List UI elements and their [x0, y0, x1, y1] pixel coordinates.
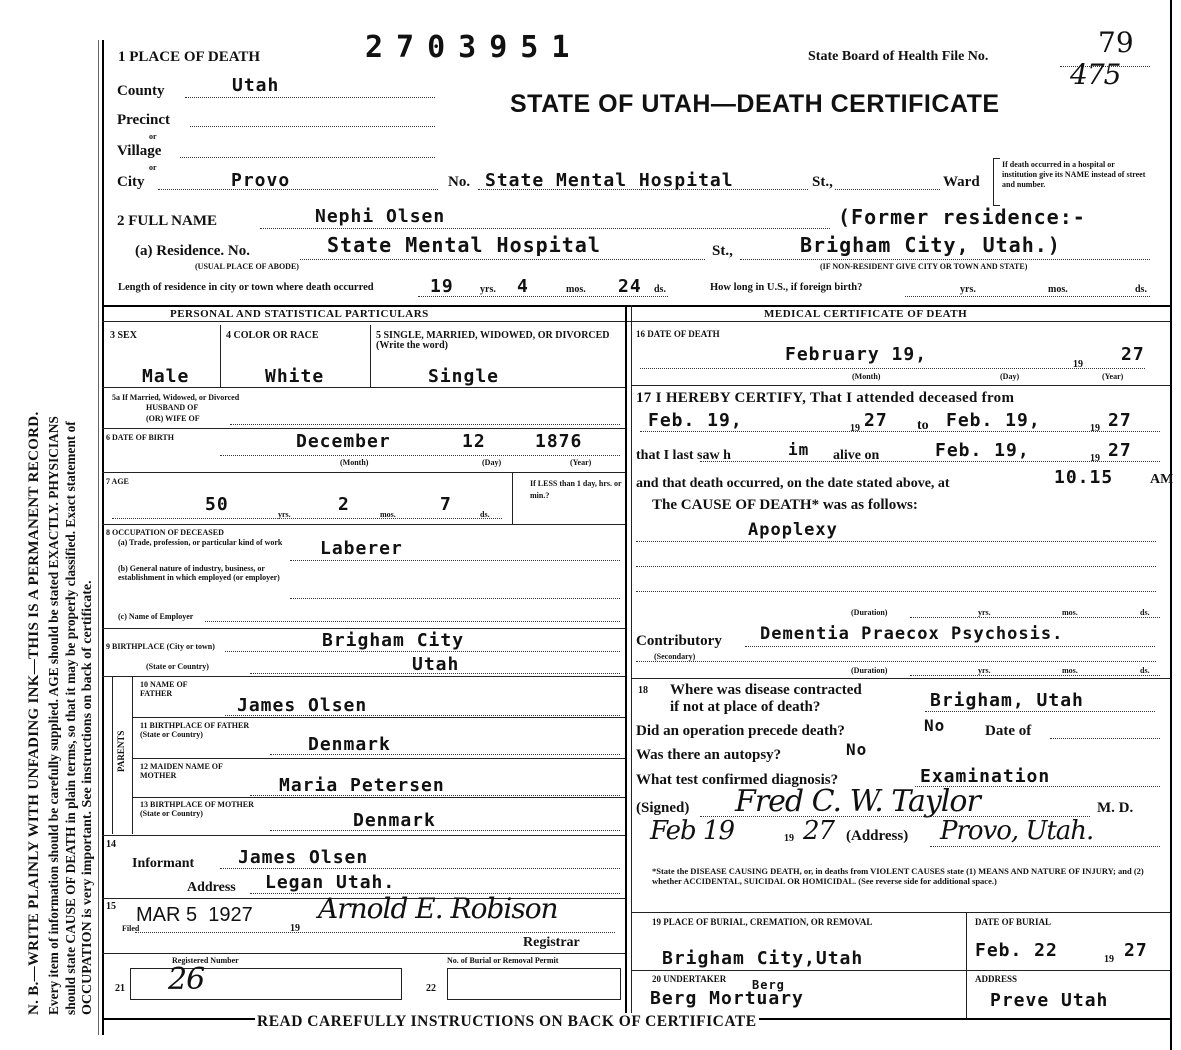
filed-label: Filed	[122, 924, 140, 933]
length-yrs-cap: yrs.	[480, 284, 496, 295]
precinct-line	[190, 126, 435, 127]
item-15: 15	[106, 901, 116, 912]
where-contracted-value: Brigham, Utah	[930, 690, 1084, 711]
last-saw-label: that I last saw h	[636, 448, 731, 463]
where-contracted-label-1: Where was disease contracted	[670, 682, 862, 698]
attended-from: Feb. 19,	[648, 410, 743, 431]
dod-day-cap: (Day)	[1000, 372, 1020, 381]
duration2-line	[910, 675, 1160, 676]
contributory-label: Contributory	[636, 633, 722, 649]
occupation-a-label: (a) Trade, profession, or particular kind of work	[118, 538, 283, 547]
birthplace-line	[225, 651, 620, 652]
side-note-occupation: OCCUPATION is very important. See instructions on back of certificate.	[80, 580, 95, 1015]
father-bp-label: 11 BIRTHPLACE OF FATHER (State or Country)	[140, 721, 250, 739]
operation-value: No	[924, 716, 946, 735]
residence-city: Brigham City, Utah.)	[800, 233, 1061, 257]
signed-label: (Signed)	[636, 800, 690, 816]
duration2-mos-cap: mos.	[1062, 666, 1078, 675]
city-line	[158, 189, 438, 190]
parents-box-right	[132, 676, 133, 834]
precinct-label: Precinct	[117, 112, 171, 128]
cause-line-2	[636, 566, 1156, 567]
contributory-line	[745, 646, 1155, 647]
marital-value: Single	[428, 366, 500, 387]
signature-19: 19	[784, 833, 794, 844]
cause-line-3	[636, 591, 1156, 592]
residence-line	[300, 259, 705, 260]
color-value: White	[265, 366, 325, 387]
row12-bottom	[132, 797, 625, 798]
duration2-yrs-cap: yrs.	[978, 666, 991, 675]
registrar-signature: Arnold E. Robison	[318, 892, 558, 925]
duration-ds-cap: ds.	[1140, 608, 1150, 617]
test-value: Examination	[920, 766, 1051, 787]
cause-value: Apoplexy	[748, 520, 838, 540]
county-value: Utah	[232, 75, 280, 96]
row8-bottom	[102, 628, 625, 629]
burial-date-label: DATE OF BURIAL	[975, 917, 1052, 927]
signature-year: 27	[803, 816, 835, 846]
burial-place-label: 19 PLACE OF BURIAL, CREMATION, OR REMOVAL	[652, 917, 873, 927]
less-than-label: If LESS than 1 day, hrs. or min.?	[530, 479, 622, 500]
undertaker-address: Preve Utah	[990, 990, 1109, 1011]
residence-street-label: St.,	[712, 243, 733, 259]
physician-signature: Fred C. W. Taylor	[735, 784, 980, 819]
informant-address-label: Address	[187, 880, 236, 895]
full-name-value: Nephi Olsen	[315, 206, 446, 227]
full-name-line	[260, 228, 830, 229]
row5a-bottom	[102, 428, 625, 429]
parents-label: PARENTS	[116, 730, 126, 772]
side-note-permanent: N. B.—WRITE PLAINLY WITH UNFADING INK—THIS IS A PERMANENT RECORD.	[26, 411, 42, 1015]
mother-value: Maria Petersen	[279, 775, 445, 796]
undertaker-overwrite: Berg	[752, 978, 785, 992]
place-of-death-heading: 1 PLACE OF DEATH	[118, 49, 261, 65]
side-note-cause: should state CAUSE OF DEATH in plain terms, so that it may be properly classified. Exact statement of	[63, 421, 78, 1015]
secondary-cap: (Secondary)	[654, 652, 696, 661]
duration-cap: (Duration)	[851, 608, 888, 617]
institution-line	[478, 189, 808, 190]
where-line	[925, 711, 1155, 712]
age-ds-cap: ds.	[480, 510, 490, 519]
dod-month-day: February 19,	[785, 344, 928, 365]
attended-to-year: 27	[1108, 410, 1132, 431]
informant-line	[220, 868, 620, 869]
burial-date: Feb. 22	[975, 940, 1058, 961]
section-divider-2	[102, 321, 1170, 322]
us-ds-cap: ds.	[1135, 284, 1147, 295]
employer-line	[205, 621, 620, 622]
duration-line	[910, 617, 1160, 618]
autopsy-value: No	[846, 740, 868, 759]
residence-city-line	[740, 259, 1150, 260]
last-saw-him: im	[788, 440, 810, 459]
footer-instructions: READ CAREFULLY INSTRUCTIONS ON BACK OF CERTIFICATE	[257, 1013, 757, 1030]
row17-bottom	[631, 678, 1170, 679]
spouse-label-2: HUSBAND OF	[146, 403, 199, 412]
row6-bottom	[102, 472, 625, 473]
attended-to: Feb. 19,	[946, 410, 1041, 431]
father-label: 10 NAME OF FATHER	[140, 680, 188, 698]
item-22: 22	[426, 983, 436, 994]
length-ds-cap: ds.	[654, 284, 666, 295]
burial-permit-label: No. of Burial or Removal Permit	[447, 956, 559, 965]
row15-bottom	[102, 953, 625, 954]
burial-divider	[966, 912, 967, 1019]
informant-label: Informant	[132, 856, 195, 871]
last-saw-date: Feb. 19,	[935, 440, 1030, 461]
mother-line	[250, 795, 620, 796]
length-line	[418, 296, 668, 297]
item-21: 21	[115, 983, 125, 994]
duration2-cap: (Duration)	[851, 666, 888, 675]
form-right-border	[1170, 0, 1172, 1050]
filed-line	[135, 932, 615, 933]
length-days: 24	[618, 276, 642, 297]
dod-19: 19	[1073, 359, 1083, 370]
spouse-label-3: (OR) WIFE OF	[146, 414, 200, 423]
mother-label: 12 MAIDEN NAME OF MOTHER	[140, 762, 223, 780]
md-label: M. D.	[1097, 800, 1134, 816]
village-line	[180, 157, 435, 158]
village-label: Village	[117, 143, 162, 159]
duration2-ds-cap: ds.	[1140, 666, 1150, 675]
death-time-suffix: AM	[1150, 472, 1174, 487]
duration-mos-cap: mos.	[1062, 608, 1078, 617]
burial-19: 19	[1104, 954, 1114, 965]
age-label: 7 AGE	[106, 477, 129, 486]
burial-year: 27	[1124, 940, 1148, 961]
row9-bottom	[102, 676, 625, 677]
burial-permit-box	[447, 968, 621, 1000]
usual-abode-caption: (USUAL PLACE OF ABODE)	[195, 262, 299, 271]
dob-year: 1876	[535, 431, 583, 452]
attended-to-19: 19	[1090, 423, 1100, 434]
row10-bottom	[132, 717, 625, 718]
form-left-border	[102, 40, 104, 1035]
parents-box-left	[112, 676, 113, 834]
signature-address: Provo, Utah.	[940, 816, 1094, 846]
length-years: 19	[430, 276, 454, 297]
certificate-number: 2703951	[365, 30, 583, 65]
cause-line: The CAUSE OF DEATH* was as follows:	[652, 497, 918, 513]
length-residence-label: Length of residence in city or town where death occurred	[118, 282, 374, 293]
dob-month-cap: (Month)	[340, 458, 369, 467]
birthplace-state-label: (State or Country)	[146, 662, 209, 671]
medical-heading: MEDICAL CERTIFICATE OF DEATH	[764, 308, 968, 320]
no-label: No.	[448, 174, 471, 190]
registered-number: 26	[168, 962, 205, 997]
marital-label: 5 SINGLE, MARRIED, WIDOWED, OR DIVORCED (Write the word)	[376, 330, 610, 351]
operation-date-label: Date of	[985, 723, 1032, 739]
state-file-label: State Board of Health File No.	[808, 49, 989, 64]
last-saw-year: 27	[1108, 440, 1132, 461]
state-file-number-handwritten: 475	[1070, 58, 1121, 91]
nonresident-caption: (IF NON-RESIDENT GIVE CITY OR TOWN AND STATE)	[820, 262, 1028, 271]
item-18: 18	[638, 685, 648, 696]
county-label: County	[117, 83, 165, 99]
state-file-number: 79	[1098, 26, 1134, 59]
occupation-label: 8 OCCUPATION OF DECEASED	[106, 528, 224, 537]
age-days: 7	[440, 494, 452, 515]
signature-address-label: (Address)	[846, 828, 909, 844]
mother-bp-line	[270, 830, 620, 831]
undertaker: Berg Mortuary	[650, 988, 804, 1009]
row3-bottom	[102, 387, 625, 388]
side-note-age: Every item of information should be carefully supplied. AGE should be stated EXACTLY. PHYSICIANS	[46, 416, 61, 1015]
undertaker-address-label: ADDRESS	[975, 974, 1018, 984]
city-value: Provo	[231, 170, 291, 191]
occupation-value: Laberer	[320, 538, 403, 559]
city-label: City	[117, 174, 145, 190]
last-saw-line	[700, 461, 1160, 462]
father-bp-line	[270, 754, 620, 755]
death-occurred-line: and that death occurred, on the date stated above, at	[636, 476, 950, 491]
section-divider	[102, 305, 1170, 307]
dod-month-cap: (Month)	[852, 372, 881, 381]
row11-bottom	[132, 758, 625, 759]
dob-line	[220, 455, 620, 456]
residence-value: State Mental Hospital	[327, 233, 601, 257]
item-14: 14	[106, 839, 116, 850]
filed-19: 19	[290, 923, 300, 934]
operation-label: Did an operation precede death?	[636, 723, 845, 739]
us-residence-label: How long in U.S., if foreign birth?	[710, 282, 863, 293]
or-2: or	[149, 163, 157, 172]
duration-yrs-cap: yrs.	[978, 608, 991, 617]
burial-place: Brigham City,Utah	[662, 948, 864, 969]
former-residence: (Former residence:-	[838, 205, 1086, 229]
occupation-b-line	[290, 598, 620, 599]
dob-day: 12	[462, 431, 486, 452]
attended-to-label: to	[917, 418, 929, 433]
dod-year: 27	[1121, 344, 1145, 365]
side-instructions	[0, 0, 100, 1050]
attended-from-year: 27	[864, 410, 888, 431]
attended-line	[640, 431, 1160, 432]
informant-value: James Olsen	[238, 847, 369, 868]
form-title: STATE OF UTAH—DEATH CERTIFICATE	[510, 90, 1000, 118]
length-mos-cap: mos.	[566, 284, 586, 295]
personal-heading: PERSONAL AND STATISTICAL PARTICULARS	[170, 308, 429, 320]
row19-bottom	[631, 970, 1170, 971]
employer-label: (c) Name of Employer	[118, 612, 194, 621]
operation-line	[1050, 738, 1160, 739]
birthplace-city: Brigham City	[322, 630, 465, 651]
bracket-icon	[993, 158, 1000, 206]
dob-label: 6 DATE OF BIRTH	[106, 433, 174, 442]
row16-bottom	[631, 385, 1170, 386]
father-value: James Olsen	[237, 695, 368, 716]
father-bp-value: Denmark	[308, 734, 391, 755]
signature-address-line	[930, 846, 1160, 847]
contributory-value: Dementia Praecox Psychosis.	[760, 624, 1064, 644]
county-line	[185, 97, 435, 98]
test-label: What test confirmed diagnosis?	[636, 772, 839, 788]
mother-bp-label: 13 BIRTHPLACE OF MOTHER (State or Country)	[140, 800, 254, 818]
color-label: 4 COLOR OR RACE	[226, 330, 319, 341]
or-1: or	[149, 132, 157, 141]
spouse-label-1: 5a If Married, Widowed, or Divorced	[112, 393, 240, 402]
us-line	[905, 296, 1150, 297]
dob-day-cap: (Day)	[482, 458, 502, 467]
birthplace-label: 9 BIRTHPLACE (City or town)	[106, 642, 215, 651]
where-contracted-label-2: if not at place of death?	[670, 699, 821, 715]
attended-from-19: 19	[850, 423, 860, 434]
row18-bottom	[631, 912, 1170, 913]
institution-value: State Mental Hospital	[485, 170, 734, 191]
contributory-line-2	[636, 661, 1156, 662]
age-mos-cap: mos.	[380, 510, 396, 519]
birthplace-state: Utah	[412, 654, 460, 675]
dod-label: 16 DATE OF DEATH	[636, 329, 720, 339]
column-divider	[625, 305, 627, 1020]
birthplace-state-line	[250, 673, 620, 674]
street-line	[835, 189, 940, 190]
registrar-label: Registrar	[523, 935, 580, 950]
age-yrs-cap: yrs.	[278, 510, 291, 519]
ward-label: Ward	[943, 174, 980, 190]
signature-date: Feb 19	[650, 816, 734, 846]
registered-number-label: Registered Number	[172, 956, 239, 965]
dod-year-cap: (Year)	[1102, 372, 1124, 381]
sex-value: Male	[142, 366, 190, 387]
us-yrs-cap: yrs.	[960, 284, 976, 295]
age-months: 2	[338, 494, 350, 515]
informant-address: Legan Utah.	[265, 872, 396, 893]
mother-bp-value: Denmark	[353, 810, 436, 831]
less-divider	[512, 472, 513, 524]
death-time: 10.15	[1054, 467, 1114, 488]
residence-label: (a) Residence. No.	[135, 243, 250, 259]
street-label: St.,	[812, 174, 833, 190]
occupation-line	[290, 560, 620, 561]
cause-line-1	[636, 541, 1156, 542]
form-left-border-inner	[98, 40, 99, 1035]
occupation-b-label: (b) General nature of industry, business, or establishment in which employed (or employer)	[118, 564, 280, 582]
age-line	[112, 518, 502, 519]
full-name-label: 2 FULL NAME	[117, 213, 218, 229]
dob-month: December	[296, 431, 391, 452]
institution-note: If death occurred in a hospital or institution give its NAME instead of street and number.	[1002, 160, 1146, 189]
row13-bottom	[102, 835, 625, 836]
dob-year-cap: (Year)	[570, 458, 592, 467]
row7-bottom	[102, 524, 625, 525]
color-divider	[370, 325, 371, 387]
autopsy-label: Was there an autopsy?	[636, 747, 782, 763]
spouse-line	[230, 424, 620, 425]
us-mos-cap: mos.	[1048, 284, 1068, 295]
certify-line: 17 I HEREBY CERTIFY, That I attended deceased from	[636, 390, 1015, 406]
age-years: 50	[205, 494, 229, 515]
alive-on-label: alive on	[833, 448, 880, 463]
sex-label: 3 SEX	[110, 330, 137, 341]
last-saw-19: 19	[1090, 453, 1100, 464]
footnote: *State the DISEASE CAUSING DEATH, or, in deaths from VIOLENT CAUSES state (1) MEANS AND NATURE OF INJURY; and (2) whether ACCIDENTAL, SUICIDAL OR HOMICIDAL. (See reverse side for additional space.)	[652, 866, 1144, 886]
filed-stamp: MAR 5 1927	[136, 904, 253, 926]
dod-line	[640, 368, 1145, 369]
length-months: 4	[517, 276, 529, 297]
undertaker-label: 20 UNDERTAKER	[652, 974, 727, 984]
father-line	[225, 715, 620, 716]
sex-divider	[220, 325, 221, 387]
